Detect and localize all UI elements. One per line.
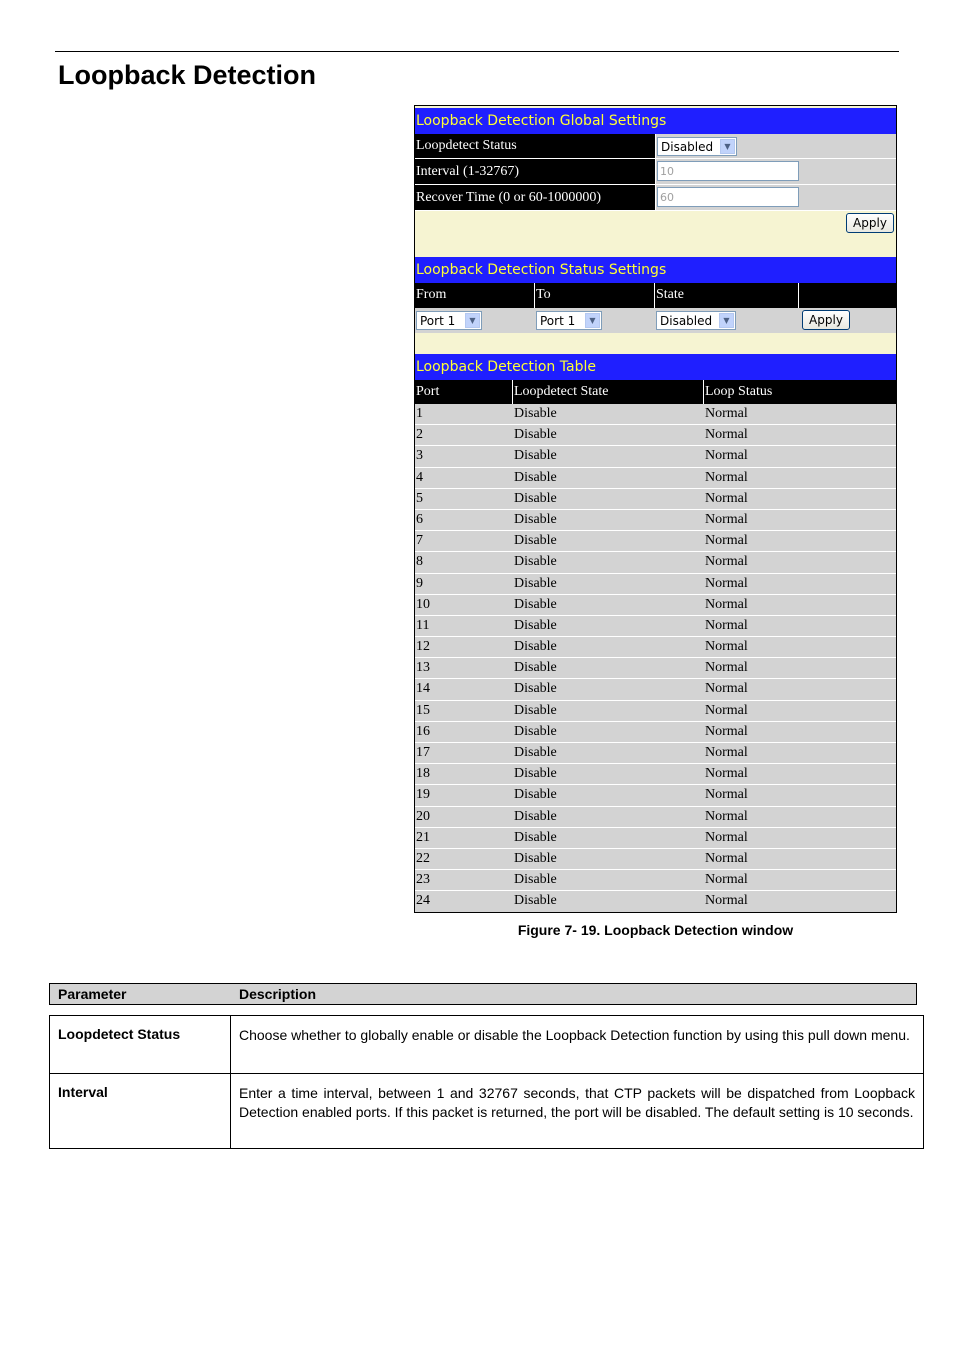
loopback-table-body bbox=[415, 404, 896, 913]
loopdetect-state-cell: Disable bbox=[514, 406, 557, 421]
port-cell: 4 bbox=[416, 469, 423, 485]
parameter-description: Enter a time interval, between 1 and 32767 seconds, that CTP packets will be dispatched from Loopback Detection enabled ports. If this packet is returned, the port will be disabled. The default setting is 10 seconds. bbox=[239, 1085, 915, 1120]
description-column: Description bbox=[239, 986, 317, 1002]
to-port-select[interactable]: Port 1 ▼ bbox=[536, 311, 602, 330]
interval-input[interactable]: 10 bbox=[657, 161, 799, 181]
figure-caption: Figure 7- 19. Loopback Detection window bbox=[517, 922, 794, 938]
parameter-row bbox=[49, 1015, 924, 1074]
parameter-description: Choose whether to globally enable or disable the Loopback Detection function by using this pull down menu. bbox=[239, 1027, 910, 1043]
loopdetect-state-cell: Disable bbox=[514, 427, 557, 443]
global-apply-button[interactable]: Apply bbox=[846, 213, 894, 233]
loopdetect-state-cell: Disable bbox=[514, 681, 557, 697]
state-label: State bbox=[655, 283, 799, 308]
loop-status-cell: Normal bbox=[705, 723, 748, 739]
loop-status-cell: Normal bbox=[705, 787, 748, 803]
recover-time-input[interactable]: 60 bbox=[657, 187, 799, 207]
port-cell: 16 bbox=[416, 723, 430, 739]
loopdetect-status-row bbox=[415, 134, 896, 159]
loop-status-cell: Normal bbox=[705, 427, 748, 443]
loopdetect-state-cell: Disable bbox=[514, 702, 557, 718]
loop-status-cell: Normal bbox=[705, 575, 748, 591]
loopdetect-state-cell: Disable bbox=[514, 808, 557, 824]
table-row bbox=[415, 722, 896, 743]
table-row bbox=[415, 574, 896, 595]
status-settings-columns bbox=[415, 283, 896, 308]
status-settings-header: Loopback Detection Status Settings bbox=[415, 257, 896, 283]
loop-status-cell: Normal bbox=[705, 596, 748, 612]
parameter-name: Interval bbox=[50, 1074, 231, 1148]
table-row bbox=[415, 468, 896, 489]
port-cell: 6 bbox=[416, 511, 423, 527]
loopdetect-state-cell: Disable bbox=[514, 617, 557, 633]
chevron-down-icon: ▼ bbox=[719, 313, 734, 328]
loop-status-cell: Normal bbox=[705, 702, 748, 718]
loop-status-cell: Normal bbox=[705, 406, 748, 421]
loop-status-cell: Normal bbox=[705, 829, 748, 845]
loopdetect-state-cell: Disable bbox=[514, 723, 557, 739]
chevron-down-icon: ▼ bbox=[720, 139, 735, 154]
loopdetect-status-select[interactable]: Disabled ▼ bbox=[657, 137, 737, 156]
loopdetect-state-cell: Disable bbox=[514, 766, 557, 782]
loop-status-cell: Normal bbox=[705, 766, 748, 782]
port-cell: 17 bbox=[416, 745, 430, 760]
port-cell: 11 bbox=[416, 617, 430, 633]
loopdetect-state-cell: Disable bbox=[514, 490, 557, 506]
loop-status-cell: Normal bbox=[705, 511, 748, 527]
port-cell: 2 bbox=[416, 427, 423, 443]
table-row bbox=[415, 679, 896, 700]
column-loopdetect-state: Loopdetect State bbox=[513, 380, 704, 404]
loopdetect-state-cell: Disable bbox=[514, 850, 557, 866]
table-row bbox=[415, 828, 896, 849]
loop-status-cell: Normal bbox=[705, 872, 748, 888]
loopdetect-state-cell: Disable bbox=[514, 829, 557, 845]
port-cell: 23 bbox=[416, 872, 430, 888]
loopdetect-state-cell: Disable bbox=[514, 745, 557, 760]
loop-status-cell: Normal bbox=[705, 660, 748, 676]
table-row bbox=[415, 743, 896, 764]
table-row bbox=[415, 891, 896, 912]
loop-status-cell: Normal bbox=[705, 893, 748, 909]
loopdetect-state-cell: Disable bbox=[514, 660, 557, 676]
table-row bbox=[415, 701, 896, 722]
top-rule bbox=[55, 51, 899, 52]
loopdetect-state-cell: Disable bbox=[514, 575, 557, 591]
global-settings-header: Loopback Detection Global Settings bbox=[415, 108, 896, 134]
loopdetect-state-cell: Disable bbox=[514, 448, 557, 464]
port-cell: 22 bbox=[416, 850, 430, 866]
port-cell: 21 bbox=[416, 829, 430, 845]
port-cell: 5 bbox=[416, 490, 423, 506]
table-row bbox=[415, 785, 896, 806]
loopdetect-state-cell: Disable bbox=[514, 596, 557, 612]
port-cell: 8 bbox=[416, 554, 423, 570]
status-settings-row bbox=[415, 308, 896, 333]
global-settings-footer bbox=[415, 211, 896, 257]
port-cell: 13 bbox=[416, 660, 430, 676]
port-cell: 10 bbox=[416, 596, 430, 612]
table-row bbox=[415, 870, 896, 891]
column-port: Port bbox=[415, 380, 513, 404]
table-row bbox=[415, 552, 896, 573]
port-cell: 20 bbox=[416, 808, 430, 824]
page-title: Loopback Detection bbox=[58, 60, 317, 90]
loopdetect-status-label: Loopdetect Status bbox=[415, 134, 655, 159]
port-cell: 7 bbox=[416, 533, 423, 549]
loop-status-cell: Normal bbox=[705, 554, 748, 570]
table-row bbox=[415, 807, 896, 828]
interval-row bbox=[415, 159, 896, 185]
port-cell: 18 bbox=[416, 766, 430, 782]
loopdetect-state-cell: Disable bbox=[514, 872, 557, 888]
parameter-row bbox=[49, 1073, 924, 1149]
table-header: Loopback Detection Table bbox=[415, 354, 896, 380]
interval-label: Interval (1-32767) bbox=[415, 159, 655, 185]
loop-status-cell: Normal bbox=[705, 639, 748, 655]
chevron-down-icon: ▼ bbox=[585, 313, 600, 328]
table-row bbox=[415, 616, 896, 637]
loop-status-cell: Normal bbox=[705, 490, 748, 506]
table-row bbox=[415, 849, 896, 870]
table-row bbox=[415, 658, 896, 679]
recover-time-row bbox=[415, 185, 896, 211]
state-select[interactable]: Disabled ▼ bbox=[656, 311, 736, 330]
loop-status-cell: Normal bbox=[705, 533, 748, 549]
column-loop-status: Loop Status bbox=[704, 380, 896, 404]
loop-status-cell: Normal bbox=[705, 681, 748, 697]
parameter-column: Parameter bbox=[58, 986, 127, 1002]
table-row bbox=[415, 510, 896, 531]
loop-status-cell: Normal bbox=[705, 448, 748, 464]
from-label: From bbox=[415, 283, 535, 308]
parameter-table-header bbox=[49, 983, 917, 1005]
loop-status-cell: Normal bbox=[705, 850, 748, 866]
table-row bbox=[415, 425, 896, 446]
table-row bbox=[415, 404, 896, 425]
loopdetect-state-cell: Disable bbox=[514, 469, 557, 485]
table-row bbox=[415, 764, 896, 785]
loopback-detection-window bbox=[414, 105, 897, 913]
table-row bbox=[415, 489, 896, 510]
port-cell: 12 bbox=[416, 639, 430, 655]
to-label: To bbox=[535, 283, 655, 308]
table-row bbox=[415, 531, 896, 552]
table-row bbox=[415, 446, 896, 467]
loopdetect-state-cell: Disable bbox=[514, 639, 557, 655]
recover-time-label: Recover Time (0 or 60-1000000) bbox=[415, 185, 655, 211]
table-row bbox=[415, 637, 896, 658]
port-cell: 14 bbox=[416, 681, 430, 697]
loopdetect-state-cell: Disable bbox=[514, 787, 557, 803]
parameter-name: Loopdetect Status bbox=[50, 1016, 231, 1073]
loop-status-cell: Normal bbox=[705, 617, 748, 633]
loop-status-cell: Normal bbox=[705, 469, 748, 485]
table-row bbox=[415, 595, 896, 616]
status-apply-button[interactable]: Apply bbox=[802, 310, 850, 330]
table-columns bbox=[415, 380, 896, 404]
loopdetect-state-cell: Disable bbox=[514, 511, 557, 527]
loop-status-cell: Normal bbox=[705, 808, 748, 824]
loopdetect-state-cell: Disable bbox=[514, 554, 557, 570]
port-cell: 15 bbox=[416, 702, 430, 718]
port-cell: 1 bbox=[416, 406, 423, 421]
chevron-down-icon: ▼ bbox=[465, 313, 480, 328]
port-cell: 3 bbox=[416, 448, 423, 464]
loopdetect-state-cell: Disable bbox=[514, 533, 557, 549]
port-cell: 24 bbox=[416, 893, 430, 909]
from-port-select[interactable]: Port 1 ▼ bbox=[416, 311, 482, 330]
port-cell: 9 bbox=[416, 575, 423, 591]
loop-status-cell: Normal bbox=[705, 745, 748, 760]
port-cell: 19 bbox=[416, 787, 430, 803]
loopdetect-state-cell: Disable bbox=[514, 893, 557, 909]
